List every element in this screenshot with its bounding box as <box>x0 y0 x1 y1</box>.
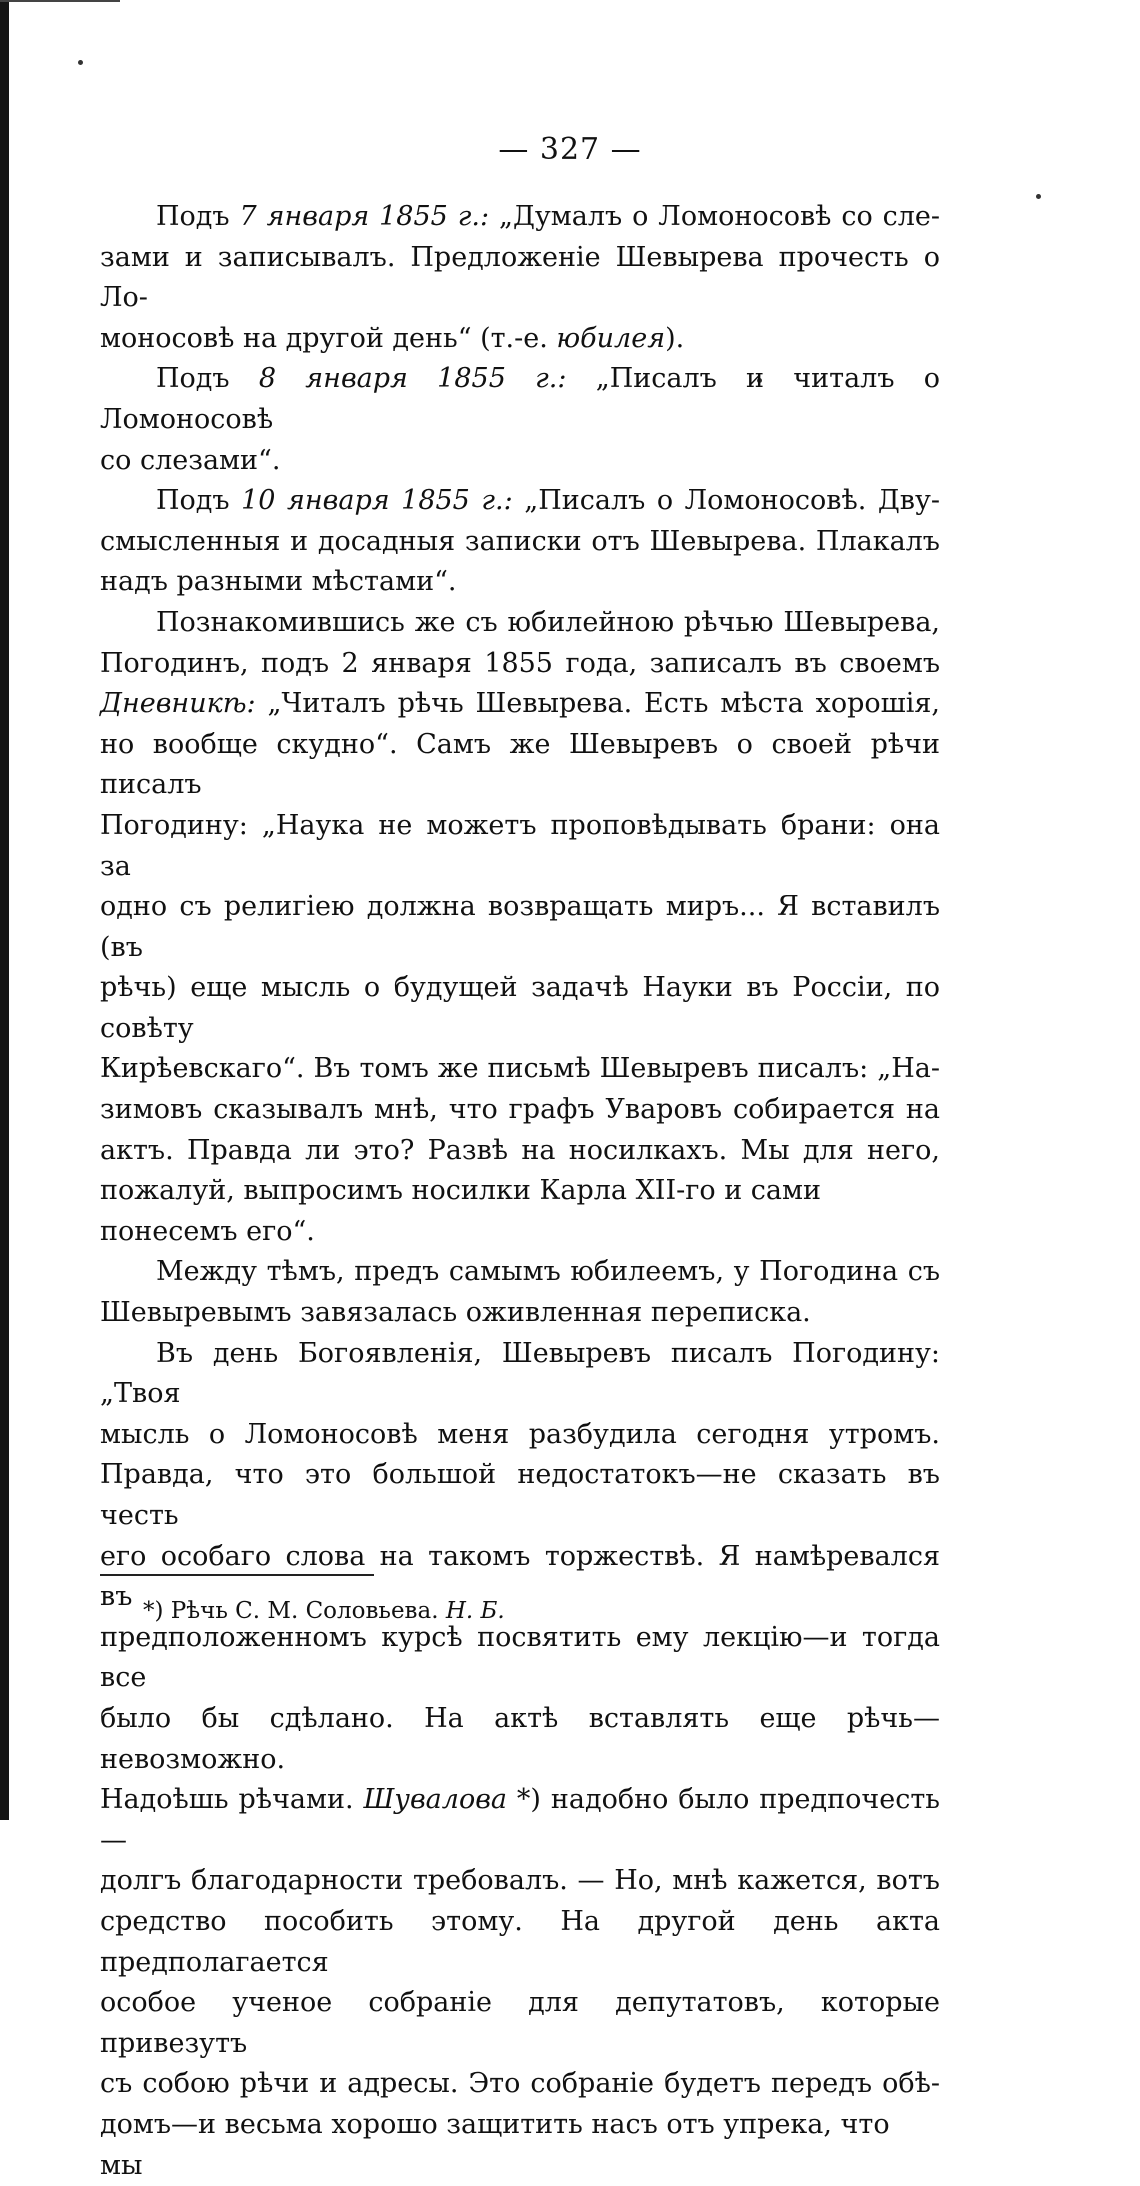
text-segment: домъ—и весьма хорошо защитить насъ отъ упрека, что мы <box>100 2108 890 2181</box>
text-line <box>100 806 940 887</box>
italic-text: 8 января 1855 г.: <box>258 363 567 395</box>
text-segment: Правда, что это большой недостатокъ—не сказать въ честь <box>100 1459 940 1531</box>
body-text <box>100 197 940 2186</box>
paragraph <box>100 1334 940 2186</box>
text-segment: Между тѣмъ, предъ самымъ юбилеемъ, у Погодина съ <box>156 1256 940 1288</box>
text-line <box>100 1090 940 1131</box>
text-segment: Подъ <box>156 363 259 395</box>
text-line <box>100 1252 940 1293</box>
text-line <box>100 887 940 968</box>
text-line <box>100 1983 940 2064</box>
italic-text: 7 января 1855 г.: <box>239 201 490 232</box>
text-segment: мысль о Ломоносовѣ меня разбудила сегодня утромъ. <box>100 1418 940 1450</box>
text-segment: одно съ религіею должна возвращать миръ... Я вставилъ (въ <box>100 891 940 963</box>
text-segment: рѣчь) еще мысль о будущей задачѣ Науки въ Россіи, по совѣту <box>100 972 940 1044</box>
italic-text: 10 января 1855 г.: <box>241 485 513 517</box>
footnote-text: Рѣчь С. М. Соловьева. <box>163 1598 446 1624</box>
text-segment: Познакомившись же съ юбилейною рѣчью Шевырева, <box>156 606 940 638</box>
italic-text: Шувалова <box>363 1784 508 1816</box>
footnote <box>143 1596 505 1626</box>
scan-speck <box>1036 194 1041 199</box>
scan-speck <box>78 60 83 65</box>
text-line <box>100 1699 940 1780</box>
text-line <box>100 1049 940 1090</box>
text-segment: „Писалъ о Ломоносовѣ. Дву- <box>512 485 940 517</box>
text-segment: надъ разными мѣстами“. <box>100 566 457 598</box>
italic-text: Дневникѣ: <box>100 688 256 720</box>
text-segment: „Писалъ и читалъ о Ломоносовѣ <box>100 363 941 435</box>
text-segment: актъ. Правда ли это? Развѣ на носилкахъ. Мы для него, <box>100 1134 940 1166</box>
text-line <box>100 1861 940 1902</box>
text-line <box>100 197 940 238</box>
text-line <box>100 1293 940 1334</box>
text-line <box>100 359 940 440</box>
text-line <box>100 725 940 806</box>
text-line <box>100 441 940 482</box>
paragraph <box>100 197 940 359</box>
text-line <box>100 2064 940 2105</box>
text-segment: смысленныя и досадныя записки отъ Шевырева. Плакалъ <box>100 525 940 557</box>
text-segment: Погодинъ, подъ 2 января 1855 года, записалъ въ своемъ <box>100 647 940 679</box>
text-segment: средство пособить этому. На другой день акта предполагается <box>100 1905 940 1978</box>
footnote-signature: Н. Б. <box>445 1598 505 1624</box>
paragraph <box>100 481 940 603</box>
page-number: — 327 — <box>498 132 642 167</box>
text-line <box>100 1618 940 1699</box>
text-segment: особое ученое собраніе для депутатовъ, которые привезутъ <box>100 1987 940 2059</box>
footnote-rule <box>100 1574 374 1576</box>
text-segment: но вообще скудно“. Самъ же Шевыревъ о своей рѣчи писалъ <box>100 728 940 801</box>
paragraph <box>100 359 940 481</box>
text-segment: было бы сдѣлано. На актѣ вставлять еще рѣчь—невозможно. <box>100 1702 940 1775</box>
text-line <box>100 562 940 603</box>
text-segment: долгъ благодарности требовалъ. — Но, мнѣ кажется, вотъ <box>100 1865 940 1897</box>
text-line <box>100 2105 940 2186</box>
text-segment: пожалуй, выпросимъ носилки Карла XII-го и сами понесемъ его“. <box>100 1175 822 1247</box>
text-segment: ). <box>665 322 685 354</box>
italic-text: юбилея <box>556 322 666 354</box>
text-segment: Шевыревымъ завязалась оживленная переписка. <box>100 1297 811 1329</box>
text-segment: предположенномъ курсѣ посвятить ему лекцію—и тогда все <box>100 1621 940 1694</box>
text-segment: со слезами“. <box>100 444 281 476</box>
text-segment: съ собою рѣчи и адресы. Это собраніе будетъ передъ обѣ- <box>100 2068 940 2100</box>
text-line <box>100 1131 940 1172</box>
text-line <box>100 1171 940 1252</box>
scan-binding-edge <box>0 0 9 1820</box>
text-line <box>100 644 940 685</box>
text-segment: зимовъ сказывалъ мнѣ, что графъ Уваровъ собирается на <box>100 1094 940 1126</box>
text-line <box>100 1334 940 1415</box>
text-segment: моносовѣ на другой день“ (т.-е. <box>100 322 557 354</box>
text-segment: Подъ <box>156 485 242 517</box>
text-segment: Въ день Богоявленія, Шевыревъ писалъ Погодину: „Твоя <box>100 1337 940 1410</box>
text-segment: зами и записывалъ. Предложеніе Шевырева прочесть о Ло- <box>100 241 940 314</box>
scan-top-edge <box>0 0 120 2</box>
text-line <box>100 481 940 522</box>
text-segment: Подъ <box>156 201 240 232</box>
text-line <box>100 238 940 319</box>
text-segment: „Читалъ рѣчь Шевырева. Есть мѣста хорошія, <box>255 688 940 720</box>
footnote-marker: *) <box>143 1598 164 1624</box>
text-line <box>100 968 940 1049</box>
text-line <box>100 1780 940 1861</box>
paragraph <box>100 1252 940 1333</box>
text-line <box>100 319 940 360</box>
text-segment: Кирѣевскаго“. Въ томъ же письмѣ Шевыревъ писалъ: „На- <box>100 1053 940 1085</box>
text-segment: Погодину: „Наука не можетъ проповѣдывать брани: она за <box>100 809 940 882</box>
text-line <box>100 1415 940 1456</box>
text-segment: *) надобно было предпочесть— <box>100 1784 940 1856</box>
text-line <box>100 603 940 644</box>
text-line <box>100 1902 940 1983</box>
text-line <box>100 1455 940 1536</box>
text-segment: его особаго слова на такомъ торжествѣ. Я намѣревался въ <box>100 1540 940 1613</box>
paragraph <box>100 603 940 1253</box>
text-segment: „Думалъ о Ломоносовѣ со сле- <box>489 201 941 232</box>
text-line <box>100 522 940 563</box>
text-segment: Надоѣшь рѣчами. <box>100 1784 364 1816</box>
text-line <box>100 684 940 725</box>
